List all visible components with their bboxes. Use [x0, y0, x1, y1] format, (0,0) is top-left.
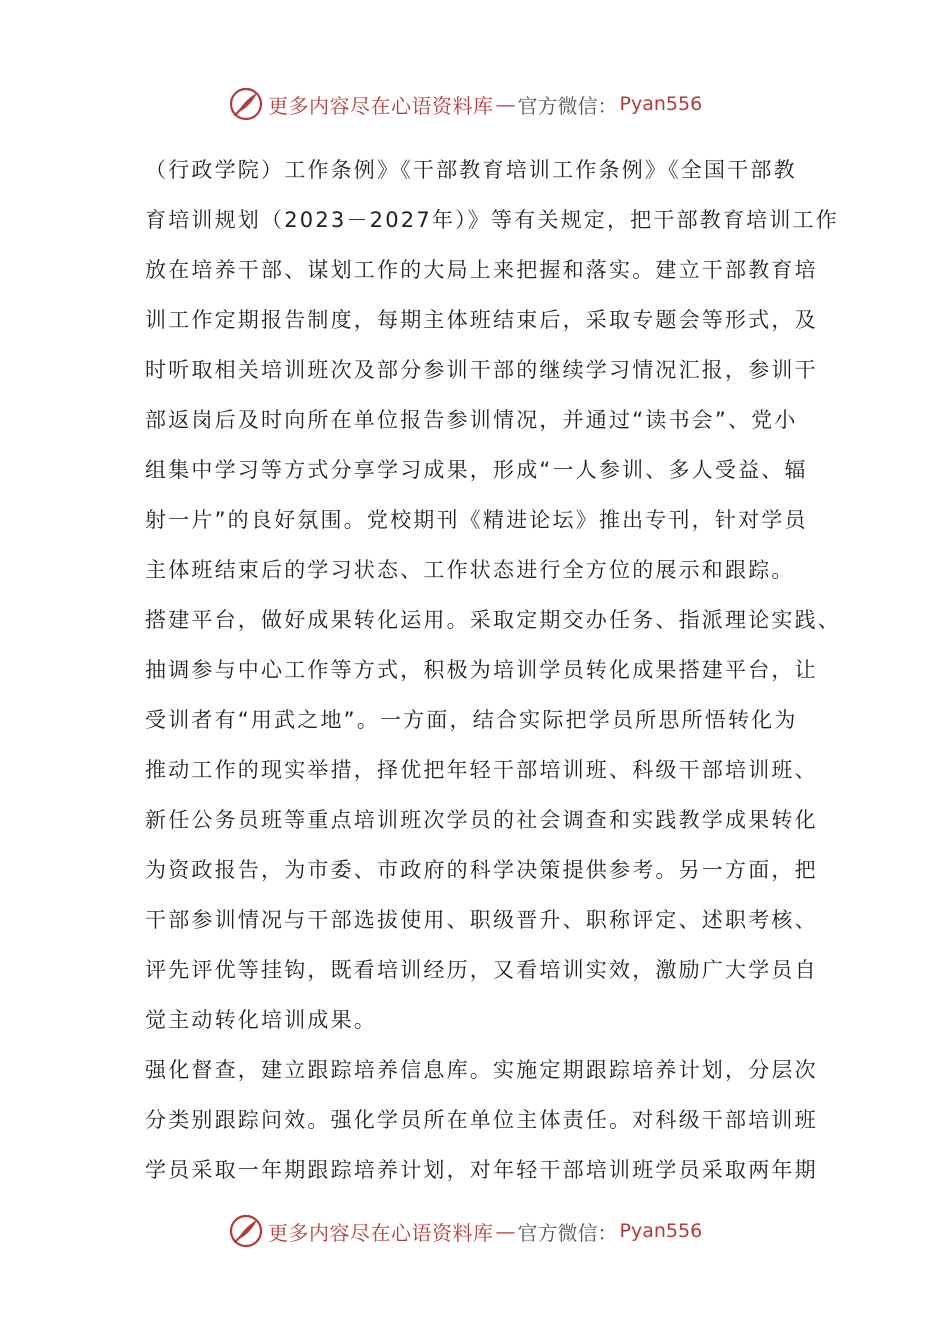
banner-wechat-label: 官方微信：	[517, 93, 618, 118]
text-line: 推动工作的现实举措，择优把年轻干部培训班、科级干部培训班、	[145, 758, 818, 782]
banner-dash: —	[495, 1219, 516, 1243]
text-line: 训工作定期报告制度，每期主体班结束后，采取专题会等形式，及	[145, 308, 818, 332]
text-line: 放在培养干部、谋划工作的大局上来把握和落实。建立干部教育培	[145, 258, 818, 282]
text-line: 为资政报告，为市委、市政府的科学决策提供参考。另一方面，把	[145, 858, 818, 882]
banner-brand-text: 更多内容尽在心语资料库	[268, 93, 494, 118]
quill-logo-icon	[228, 86, 264, 122]
text-line: 觉主动转化培训成果。	[145, 1008, 377, 1032]
text-line: （行政学院）工作条例》《干部教育培训工作条例》《全国干部教	[145, 158, 797, 182]
footer-banner	[228, 1211, 748, 1251]
text-line: 育培训规划（2023－2027年）》等有关规定，把干部教育培训工作	[145, 208, 839, 232]
banner-wechat-label: 官方微信：	[517, 1220, 618, 1245]
banner-dash: —	[495, 92, 516, 116]
text-line: 抽调参与中心工作等方式，积极为培训学员转化成果搭建平台，让	[145, 658, 818, 682]
text-line: 组集中学习等方式分享学习成果，形成“一人参训、多人受益、辐	[145, 458, 808, 482]
text-line: 干部参训情况与干部选拔使用、职级晋升、职称评定、述职考核、	[145, 908, 818, 932]
banner-wechat-handle: Pyan556	[619, 1220, 703, 1242]
header-banner	[228, 84, 748, 124]
text-line: 强化督查，建立跟踪培养信息库。实施定期跟踪培养计划，分层次	[145, 1058, 818, 1082]
text-line: 评先评优等挂钩，既看培训经历，又看培训实效，激励广大学员自	[145, 958, 818, 982]
quill-logo-icon	[228, 1213, 264, 1249]
banner-wechat-handle: Pyan556	[619, 93, 703, 115]
text-line: 学员采取一年期跟踪培养计划，对年轻干部培训班学员采取两年期	[145, 1158, 818, 1182]
text-line: 搭建平台，做好成果转化运用。采取定期交办任务、指派理论实践、	[145, 608, 841, 632]
text-line: 主体班结束后的学习状态、工作状态进行全方位的展示和跟踪。	[145, 558, 795, 582]
text-line: 新任公务员班等重点培训班次学员的社会调查和实践教学成果转化	[145, 808, 818, 832]
text-line: 分类别跟踪问效。强化学员所在单位主体责任。对科级干部培训班	[145, 1108, 818, 1132]
banner-brand-text: 更多内容尽在心语资料库	[268, 1220, 494, 1245]
text-line: 受训者有“用武之地”。一方面，结合实际把学员所思所悟转化为	[145, 708, 798, 732]
text-line: 时听取相关培训班次及部分参训干部的继续学习情况汇报，参训干	[145, 358, 818, 382]
text-line: 射一片”的良好氛围。党校期刊《精进论坛》推出专刊，针对学员	[145, 508, 808, 532]
text-line: 部返岗后及时向所在单位报告参训情况，并通过“读书会”、党小	[145, 408, 798, 432]
document-body	[145, 150, 841, 1200]
